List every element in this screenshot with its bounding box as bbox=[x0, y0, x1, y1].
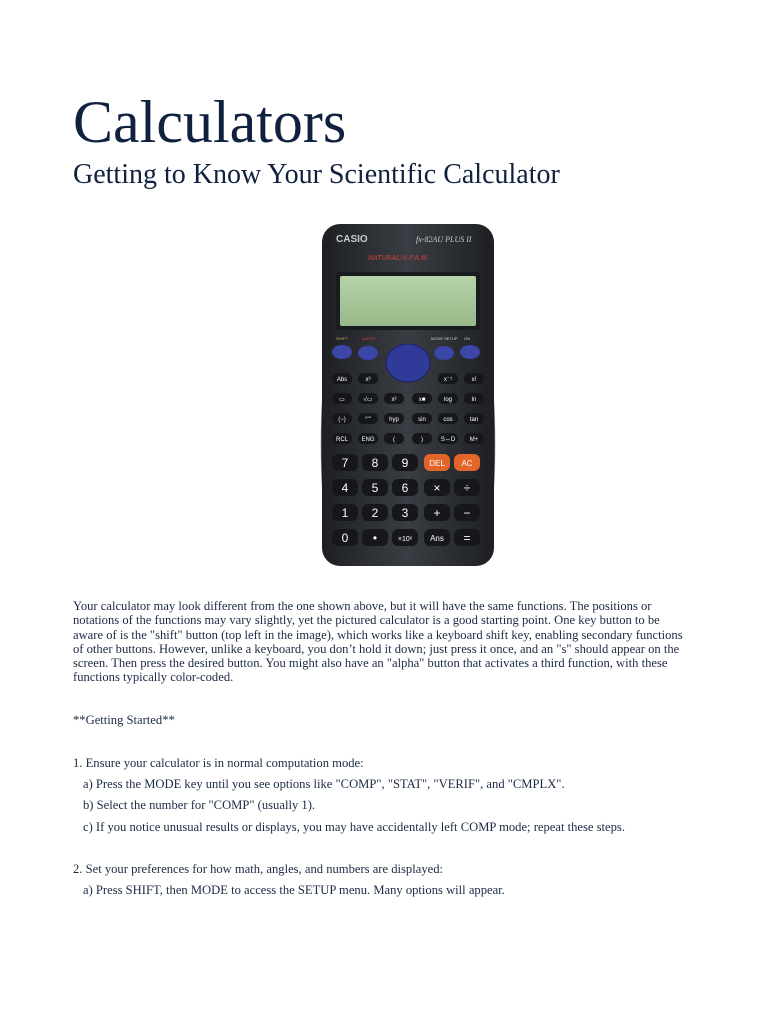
svg-text:x■: x■ bbox=[418, 397, 426, 403]
svg-text:•: • bbox=[372, 531, 378, 545]
calculator-tagline: NATURAL-V.P.A.M. bbox=[368, 255, 429, 262]
alpha-key bbox=[358, 346, 378, 360]
calculator-image bbox=[316, 222, 500, 568]
on-key bbox=[460, 345, 480, 359]
mode-key bbox=[434, 346, 454, 360]
calculator-screen bbox=[340, 276, 476, 326]
step1-item-c: c) If you notice unusual results or displays, you may have accidentally left COMP mode; repeat these steps. bbox=[83, 820, 625, 834]
svg-text:(: ( bbox=[393, 437, 395, 443]
svg-text:ENG: ENG bbox=[361, 437, 375, 443]
page-subtitle: Getting to Know Your Scientific Calculator bbox=[73, 159, 560, 190]
svg-text:DEL: DEL bbox=[429, 459, 445, 468]
svg-text:x³: x³ bbox=[365, 377, 371, 383]
svg-text:2: 2 bbox=[371, 506, 379, 520]
svg-text:9: 9 bbox=[401, 456, 409, 470]
svg-text:tan: tan bbox=[469, 417, 479, 423]
svg-text:×: × bbox=[433, 481, 441, 495]
svg-text:(−): (−) bbox=[338, 417, 346, 423]
svg-text:8: 8 bbox=[371, 456, 379, 470]
step1-heading: 1. Ensure your calculator is in normal computation mode: bbox=[73, 756, 364, 770]
svg-text:hyp: hyp bbox=[389, 417, 399, 423]
svg-text:AC: AC bbox=[461, 459, 473, 468]
svg-text:=: = bbox=[463, 531, 471, 545]
svg-text:√▭: √▭ bbox=[363, 397, 373, 403]
svg-text:×10ˣ: ×10ˣ bbox=[397, 536, 413, 543]
svg-text:RCL: RCL bbox=[335, 437, 349, 443]
svg-text:x²: x² bbox=[391, 397, 397, 403]
svg-text:4: 4 bbox=[341, 481, 349, 495]
shift-key bbox=[332, 345, 352, 359]
svg-text:+: + bbox=[433, 506, 441, 520]
svg-text:÷: ÷ bbox=[463, 481, 471, 495]
svg-text:x!: x! bbox=[471, 377, 477, 383]
svg-text:7: 7 bbox=[341, 456, 349, 470]
svg-text:x⁻¹: x⁻¹ bbox=[443, 377, 453, 383]
svg-text:1: 1 bbox=[341, 506, 349, 520]
step2-item-a: a) Press SHIFT, then MODE to access the SETUP menu. Many options will appear. bbox=[83, 883, 505, 897]
svg-text:ON: ON bbox=[464, 336, 470, 341]
svg-text:ln: ln bbox=[471, 397, 477, 403]
svg-text:M+: M+ bbox=[469, 437, 479, 443]
step2-heading: 2. Set your preferences for how math, angles, and numbers are displayed: bbox=[73, 862, 443, 876]
svg-text:°'": °'" bbox=[365, 417, 371, 423]
svg-text:cos: cos bbox=[443, 417, 453, 423]
svg-text:S⇔D: S⇔D bbox=[440, 437, 456, 443]
svg-text:SHIFT: SHIFT bbox=[336, 336, 348, 341]
svg-text:): ) bbox=[421, 437, 423, 443]
svg-text:Ans: Ans bbox=[430, 534, 444, 543]
calculator-model: fx-82AU PLUS II bbox=[416, 235, 472, 244]
step1-item-a: a) Press the MODE key until you see options like "COMP", "STAT", "VERIF", and "CMPLX". bbox=[83, 777, 565, 791]
calculator-brand: CASIO bbox=[336, 234, 368, 245]
svg-text:6: 6 bbox=[401, 481, 409, 495]
intro-paragraph: Your calculator may look different from the one shown above, but it will have the same functions. The positions or notations of the functions may vary slightly, yet the pictured calculator is a good starting point. One key button to be aware of is the "shift" button (top left in the image), which works like a keyboard shift key, enabling secondary functions of other buttons. However, unlike a keyboard, you don’t hold it down; just press it once, and an "s" should appear on the screen. Then press the desired button. You might also have an "alpha" button that activates a third function, with these functions typically color-coded. bbox=[73, 599, 683, 685]
svg-text:5: 5 bbox=[371, 481, 379, 495]
svg-text:ALPHA: ALPHA bbox=[362, 336, 376, 341]
page-title: Calculators bbox=[73, 89, 347, 155]
svg-text:Abs: Abs bbox=[336, 377, 348, 383]
svg-text:▭: ▭ bbox=[339, 397, 345, 403]
svg-text:MODE SETUP: MODE SETUP bbox=[431, 336, 458, 341]
getting-started-heading: **Getting Started** bbox=[73, 713, 175, 727]
step1-item-b: b) Select the number for "COMP" (usually 1). bbox=[83, 798, 316, 812]
svg-text:sin: sin bbox=[418, 417, 426, 423]
svg-text:0: 0 bbox=[341, 531, 349, 545]
svg-text:log: log bbox=[443, 397, 453, 403]
replay-dpad-key bbox=[386, 344, 430, 382]
svg-text:−: − bbox=[463, 506, 471, 520]
svg-text:3: 3 bbox=[401, 506, 409, 520]
